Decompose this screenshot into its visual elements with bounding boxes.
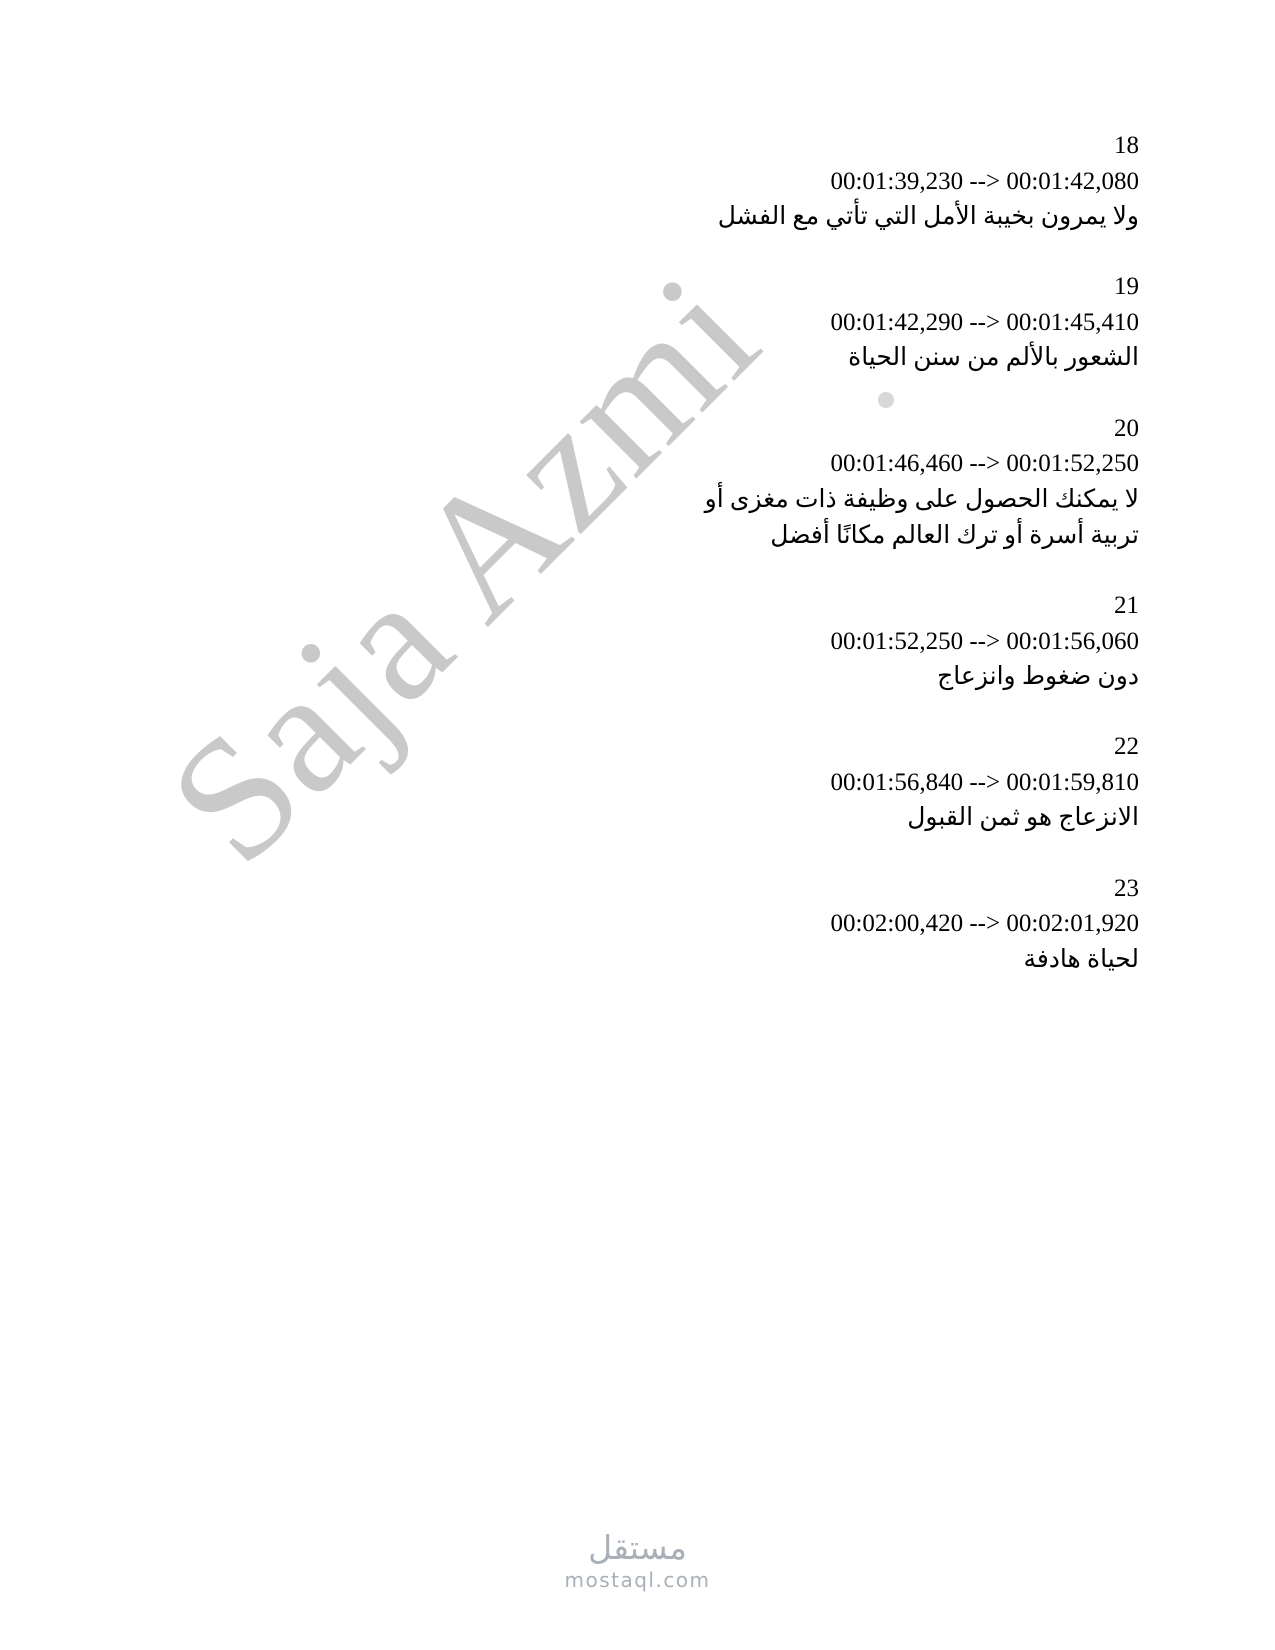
cue-text-line: الشعور بالألم من سنن الحياة [848,344,1139,372]
subtitle-cue [219,729,1139,836]
cue-index: 21 [1114,592,1139,619]
cue-text-line: الانزعاج هو ثمن القبول [907,804,1139,832]
cue-timestamp: 00:02:00,420 --> 00:02:01,920 [830,910,1139,937]
cue-index: 22 [1114,733,1139,761]
cue-index: 20 [1114,414,1139,442]
cue-text-line: ولا يمرون بخيبة الأمل التي تأتي مع الفشل [717,203,1139,230]
transcript-body [219,128,1139,1012]
mostaql-domain-text: mostaql.com [564,1568,711,1592]
subtitle-cue [219,128,1139,235]
cue-text-line: لا يمكنك الحصول على وظيفة ذات مغزى أو [704,485,1139,513]
cue-text-line: لحياة هادفة [1023,945,1139,973]
cue-text [219,942,1139,978]
cue-index: 23 [1114,874,1139,902]
subtitle-cue [219,411,1139,555]
cue-timestamp: 00:01:56,840 --> 00:01:59,810 [830,768,1139,796]
cue-text [219,659,1139,695]
subtitle-cue [219,588,1139,695]
cue-text [219,800,1139,836]
cue-text-line: دون ضغوط وانزعاج [937,663,1139,690]
cue-text [219,482,1139,555]
cue-text [219,340,1139,376]
cue-timestamp: 00:01:52,250 --> 00:01:56,060 [830,627,1139,655]
cue-text [219,199,1139,235]
cue-timestamp: 00:01:39,230 --> 00:01:42,080 [830,167,1139,195]
cue-timestamp: 00:01:46,460 --> 00:01:52,250 [830,450,1139,477]
subtitle-cue [219,269,1139,376]
footer-branding [0,1527,1275,1592]
cue-text-line: تربية أسرة أو ترك العالم مكانًا أفضل [770,521,1139,549]
cue-index: 18 [1114,132,1139,159]
watermark-text: Saja Azmi [132,237,795,900]
cue-timestamp: 00:01:42,290 --> 00:01:45,410 [830,308,1139,336]
mostaql-logo-text: مستقل [588,1527,687,1567]
subtitle-cue [219,871,1139,978]
cue-index: 19 [1114,273,1139,301]
